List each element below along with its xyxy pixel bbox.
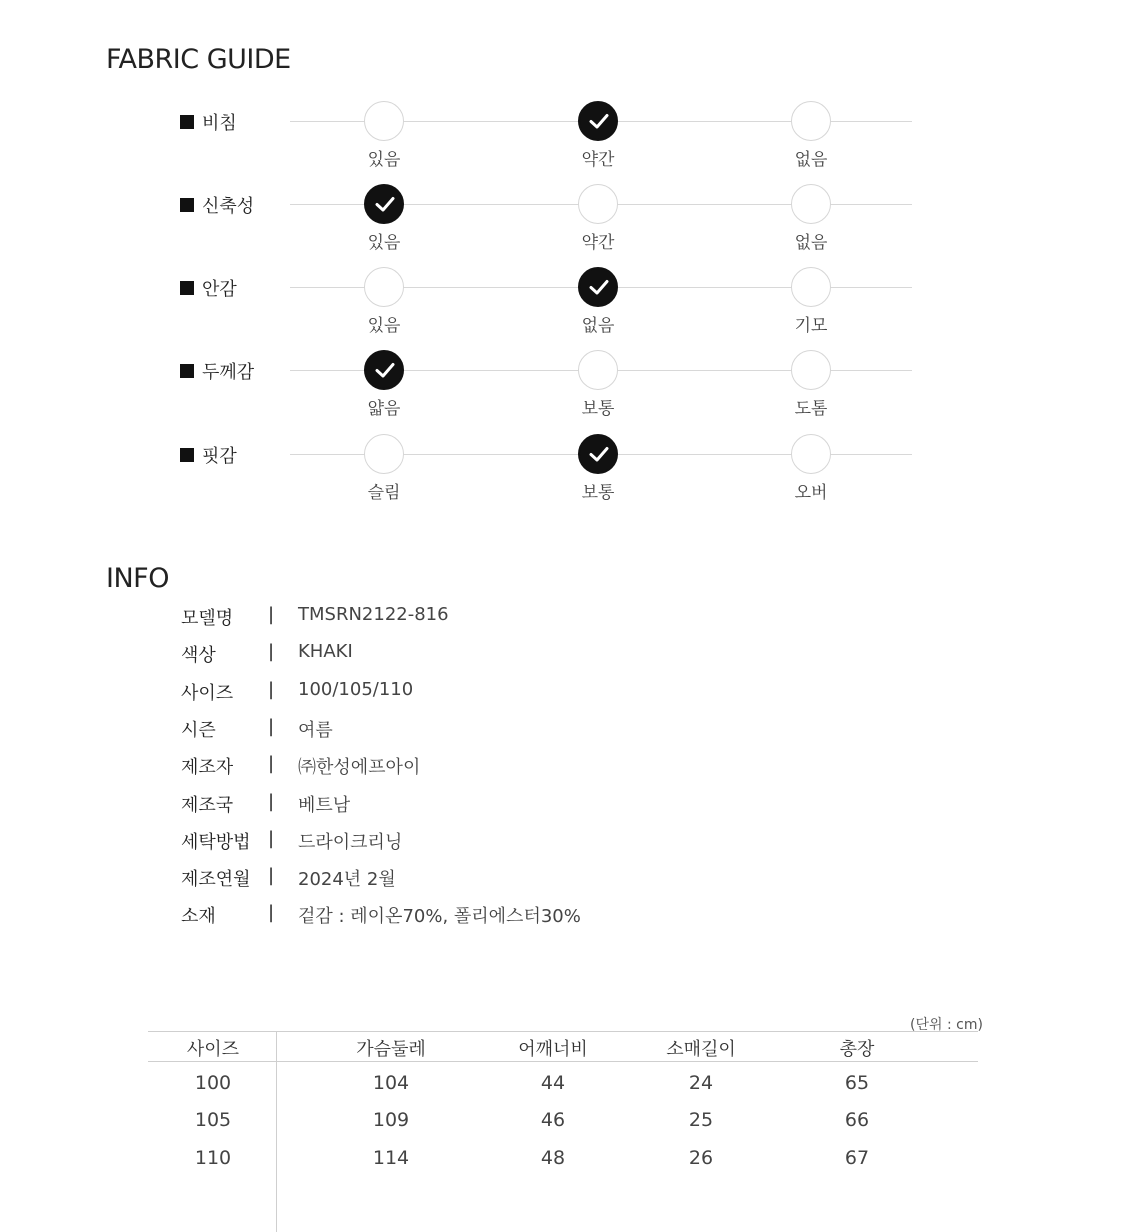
option-label: 약간: [581, 150, 615, 170]
info-key: 모델명: [181, 608, 234, 629]
info-separator: |: [268, 791, 275, 812]
check-icon: [588, 112, 610, 130]
info-value: 여름: [298, 720, 333, 741]
option-label: 오버: [794, 483, 828, 503]
fabric-row-label-text: 신축성: [202, 196, 255, 217]
info-value: TMSRN2122-816: [298, 604, 449, 625]
table-cell: 104: [372, 1072, 410, 1094]
check-icon: [374, 361, 396, 379]
info-separator: |: [268, 679, 275, 700]
info-separator: |: [268, 753, 275, 774]
info-value: 드라이크리닝: [298, 832, 403, 853]
info-value: KHAKI: [298, 641, 353, 662]
info-separator: |: [268, 828, 275, 849]
info-row: [0, 828, 1125, 860]
info-key: 제조자: [181, 757, 234, 778]
info-key: 세탁방법: [181, 832, 251, 853]
table-cell: 24: [688, 1072, 714, 1094]
fabric-row-label: [180, 192, 254, 218]
option-label: 없음: [794, 150, 828, 170]
info-value: 100/105/110: [298, 679, 414, 700]
info-value: ㈜한성에프아이: [298, 757, 421, 778]
option-circle: [791, 101, 831, 141]
black-square-icon: [180, 448, 194, 462]
table-cell: 67: [844, 1147, 870, 1169]
option-circle: [791, 184, 831, 224]
table-cell: 100: [194, 1072, 232, 1094]
info-key: 제조국: [181, 795, 234, 816]
check-icon: [374, 195, 396, 213]
table-cell: 114: [372, 1147, 410, 1169]
table-cell: 26: [688, 1147, 714, 1169]
check-icon: [588, 445, 610, 463]
option-circle: [791, 267, 831, 307]
table-header-cell: 가슴둘레: [356, 1039, 426, 1060]
info-row: [0, 641, 1125, 673]
black-square-icon: [180, 198, 194, 212]
option-circle: [791, 434, 831, 474]
option-circle-selected: [578, 101, 618, 141]
option-circle-selected: [364, 184, 404, 224]
table-header-rule: [148, 1061, 978, 1062]
option-label: 있음: [367, 316, 401, 336]
info-row: [0, 791, 1125, 823]
option-circle-selected: [578, 434, 618, 474]
info-row: [0, 716, 1125, 748]
table-header-cell: 소매길이: [666, 1039, 736, 1060]
option-label: 있음: [367, 150, 401, 170]
table-cell: 110: [194, 1147, 232, 1169]
option-label: 보통: [581, 399, 615, 419]
option-circle-selected: [578, 267, 618, 307]
table-cell: 66: [844, 1109, 870, 1131]
unit-note: (단위 : cm): [910, 1017, 983, 1033]
info-row: [0, 679, 1125, 711]
fabric-row-label-text: 두께감: [202, 362, 255, 383]
fabric-row: [0, 113, 1125, 187]
info-row: [0, 865, 1125, 897]
info-key: 색상: [181, 645, 216, 666]
option-label: 없음: [794, 233, 828, 253]
black-square-icon: [180, 364, 194, 378]
option-label: 있음: [367, 233, 401, 253]
fabric-row: [0, 446, 1125, 520]
table-cell: 25: [688, 1109, 714, 1131]
table-cell: 109: [372, 1109, 410, 1131]
option-circle: [364, 434, 404, 474]
option-circle: [791, 350, 831, 390]
option-circle: [364, 101, 404, 141]
info-key: 제조연월: [181, 869, 251, 890]
info-key: 시즌: [181, 720, 216, 741]
option-circle: [578, 350, 618, 390]
info-value: 2024년 2월: [298, 869, 396, 890]
fabric-row-label-text: 안감: [202, 279, 237, 300]
info-separator: |: [268, 641, 275, 662]
black-square-icon: [180, 115, 194, 129]
black-square-icon: [180, 281, 194, 295]
option-label: 슬림: [367, 483, 401, 503]
table-cell: 48: [540, 1147, 566, 1169]
fabric-row-label-text: 핏감: [202, 446, 237, 467]
table-cell: 46: [540, 1109, 566, 1131]
info-value: 베트남: [298, 795, 351, 816]
table-cell: 105: [194, 1109, 232, 1131]
table-column-divider: [276, 1031, 277, 1232]
fabric-row-label: [180, 442, 237, 468]
table-top-rule: [148, 1031, 978, 1032]
fabric-row: [0, 196, 1125, 270]
table-header-cell: 사이즈: [186, 1039, 240, 1060]
info-separator: |: [268, 865, 275, 886]
fabric-guide-title: FABRIC GUIDE: [106, 44, 291, 75]
info-key: 사이즈: [181, 683, 234, 704]
fabric-row-label-text: 비침: [202, 113, 237, 134]
info-row: [0, 753, 1125, 785]
fabric-row: [0, 362, 1125, 436]
info-row: [0, 604, 1125, 636]
info-separator: |: [268, 604, 275, 625]
table-header-cell: 총장: [839, 1039, 875, 1060]
option-circle: [578, 184, 618, 224]
info-title: INFO: [106, 563, 169, 594]
table-cell: 44: [540, 1072, 566, 1094]
info-separator: |: [268, 716, 275, 737]
info-key: 소재: [181, 906, 216, 927]
option-label: 기모: [794, 316, 828, 336]
info-row: [0, 902, 1125, 934]
fabric-row-label: [180, 109, 237, 135]
check-icon: [588, 278, 610, 296]
option-circle: [364, 267, 404, 307]
table-cell: 65: [844, 1072, 870, 1094]
option-label: 없음: [581, 316, 615, 336]
option-label: 도톰: [794, 399, 828, 419]
option-label: 얇음: [367, 399, 401, 419]
info-value: 겉감 : 레이온70%, 폴리에스터30%: [298, 906, 581, 927]
option-label: 약간: [581, 233, 615, 253]
option-circle-selected: [364, 350, 404, 390]
fabric-row-label: [180, 275, 237, 301]
fabric-row: [0, 279, 1125, 353]
info-separator: |: [268, 902, 275, 923]
fabric-row-label: [180, 358, 254, 384]
option-label: 보통: [581, 483, 615, 503]
table-header-cell: 어깨너비: [518, 1039, 588, 1060]
